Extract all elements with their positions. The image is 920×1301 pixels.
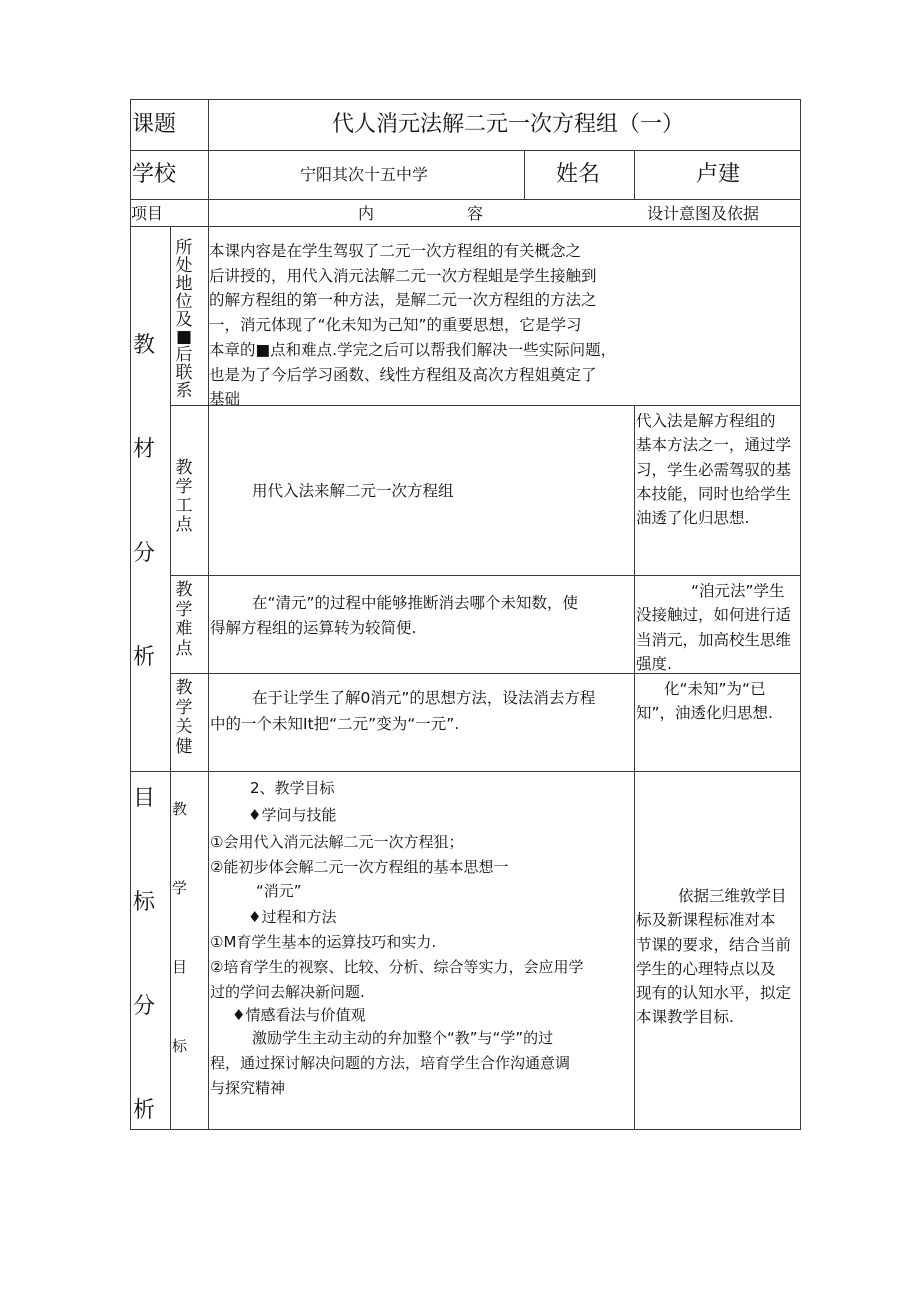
column-content-header-1: 内 — [358, 204, 375, 223]
difficulty-content-line-1: 在“清元”的过程中能够推断消去哪个未知数，使 — [252, 594, 579, 612]
goal-subheading: ♦过程和方法 — [248, 908, 337, 926]
label-char: 工 — [175, 496, 193, 516]
material-section-char: 教 — [133, 333, 156, 358]
text-line: 当消元，加高校生思维 — [636, 630, 792, 649]
label-char: 教 — [175, 458, 193, 478]
goal-line: ①M育学生基本的运算技巧和实力. — [210, 933, 437, 951]
goal-section-char: 目 — [133, 786, 156, 811]
label-char: 位 — [175, 291, 193, 312]
label-char: 联 — [175, 363, 193, 384]
material-section-char: 分 — [133, 541, 156, 566]
label-char: 教 — [175, 678, 193, 698]
label-char: 学 — [175, 697, 193, 718]
school-label: 学校 — [132, 162, 177, 187]
label-char: 关 — [175, 717, 193, 737]
goal-heading: 2、教学目标 — [250, 779, 335, 797]
goal-line: “消元” — [256, 882, 302, 900]
goal-line: 程，通过探讨解决问题的方法，培育学生合作沟通意调 — [210, 1054, 571, 1072]
goal-line: ②能初步体会解二元一次方程组的基本思想一 — [210, 858, 509, 876]
goal-subheading: ♦情感看法与价值观 — [232, 1006, 366, 1024]
label-char: 地 — [175, 273, 193, 294]
text-line: 本技能，同时也给学生 — [636, 484, 792, 503]
difficulty-design — [636, 579, 806, 676]
label-char: 学 — [175, 599, 193, 620]
label-char: 学 — [175, 477, 193, 497]
key-link-content-line-1: 在于让学生了解0消元”的思想方法，设法消去方程 — [252, 689, 596, 707]
position-content — [209, 239, 641, 412]
text-line: 知”，油透化归思想. — [636, 704, 773, 723]
text-line: 本课教学目标. — [636, 1008, 734, 1027]
key-point-content: 用代入法来解二元一次方程组 — [252, 482, 454, 500]
column-content-header-2: 容 — [467, 204, 484, 223]
text-line: 代入法是解方程组的 — [636, 412, 776, 430]
material-section-char: 析 — [133, 645, 156, 670]
label-char: 后 — [175, 345, 193, 366]
text-line: 现有的认知水平，拟定 — [636, 984, 792, 1003]
key-point-design — [636, 409, 806, 530]
label-char: 教 — [175, 580, 193, 600]
goal-design — [636, 884, 806, 1030]
goal-line: 过的学问去解决新问题. — [210, 983, 365, 1001]
text-line: 节课的要求，结合当前 — [636, 935, 792, 954]
text-line: 基础 — [209, 390, 241, 409]
goal-section-char: 分 — [133, 994, 156, 1019]
key-point-label — [172, 460, 196, 536]
text-line: 油透了化归思想. — [636, 509, 750, 528]
goal-label-char: 标 — [172, 1037, 188, 1055]
text-line: 的解方程组的第一种方法，是解二元一次方程组的方法之 — [209, 291, 597, 310]
difficulty-label — [172, 582, 196, 660]
label-char: 所 — [175, 238, 193, 258]
text-line: 基本方法之一，通过学 — [636, 436, 792, 455]
text-line: 本课内容是在学生驾驭了二元一次方程组的有关概念之 — [209, 242, 582, 260]
key-link-design — [636, 677, 806, 726]
name-label: 姓名 — [556, 162, 601, 187]
key-link-label — [172, 680, 196, 758]
text-line: 强度. — [636, 654, 672, 673]
label-char: 系 — [175, 381, 193, 402]
teacher-name: 卢建 — [696, 162, 741, 187]
text-line: 依据三维敦学目 — [678, 887, 787, 905]
goal-label-char: 学 — [172, 879, 188, 897]
goal-section-char: 标 — [133, 890, 156, 915]
text-line: 化“未知”为“已 — [664, 680, 766, 698]
text-line: 学生的心理特点以及 — [636, 959, 776, 978]
column-item-header: 项目 — [131, 204, 164, 223]
position-label — [172, 240, 196, 401]
material-section-char: 材 — [133, 437, 156, 462]
label-char: 及 — [175, 309, 193, 330]
text-line: 习，学生必需驾驭的基 — [636, 460, 792, 479]
text-line: 一，消元体现了“化未知为己知”的重要思想，它是学习 — [209, 316, 582, 335]
label-char: 处 — [175, 255, 193, 276]
goal-label-char: 目 — [172, 958, 188, 976]
text-line: 标及新课程标准对本 — [636, 911, 776, 930]
label-char: 难 — [175, 619, 193, 639]
label-char: 点 — [175, 638, 193, 659]
difficulty-content-line-2: 得解方程组的运算转为较简便. — [210, 619, 417, 637]
lesson-title: 代人消元法解二元一次方程组（一） — [332, 112, 685, 137]
goal-line: 与探究精神 — [210, 1079, 286, 1097]
text-line: “洎元法”学生 — [691, 582, 785, 600]
title-label: 课题 — [132, 112, 177, 137]
goal-section-char: 析 — [133, 1098, 156, 1123]
goal-line: ②培育学生的视察、比较、分析、综合等实力，会应用学 — [210, 958, 584, 976]
goal-label-char: 教 — [172, 800, 188, 818]
text-line: 也是为了今后学习函数、线性方程组及高次方程姐奠定了 — [209, 365, 597, 384]
goal-line: ①会用代入消元法解二元一次方程狙； — [210, 833, 464, 851]
school-name: 宁阳其次十五中学 — [300, 165, 429, 184]
label-char: ■ — [175, 327, 193, 348]
text-line: 本章的■点和难点.学完之后可以帮我们解决一些实际问题， — [209, 340, 617, 359]
label-char: 点 — [175, 515, 193, 535]
text-line: 后讲授的，用代入消元法解二元一次方程蛆是学生接触到 — [209, 266, 597, 285]
label-char: 健 — [175, 736, 193, 757]
key-link-content-line-2: 中的一个未知It把“二元”变为“一元”. — [210, 715, 460, 733]
text-line: 没接触过，如何进行适 — [636, 606, 792, 625]
goal-subheading: ♦学问与技能 — [248, 806, 337, 824]
goal-line: 激励学生主动主动的弁加整个“教”与“学”的过 — [252, 1029, 554, 1047]
column-design-header: 设计意图及依据 — [647, 204, 760, 223]
